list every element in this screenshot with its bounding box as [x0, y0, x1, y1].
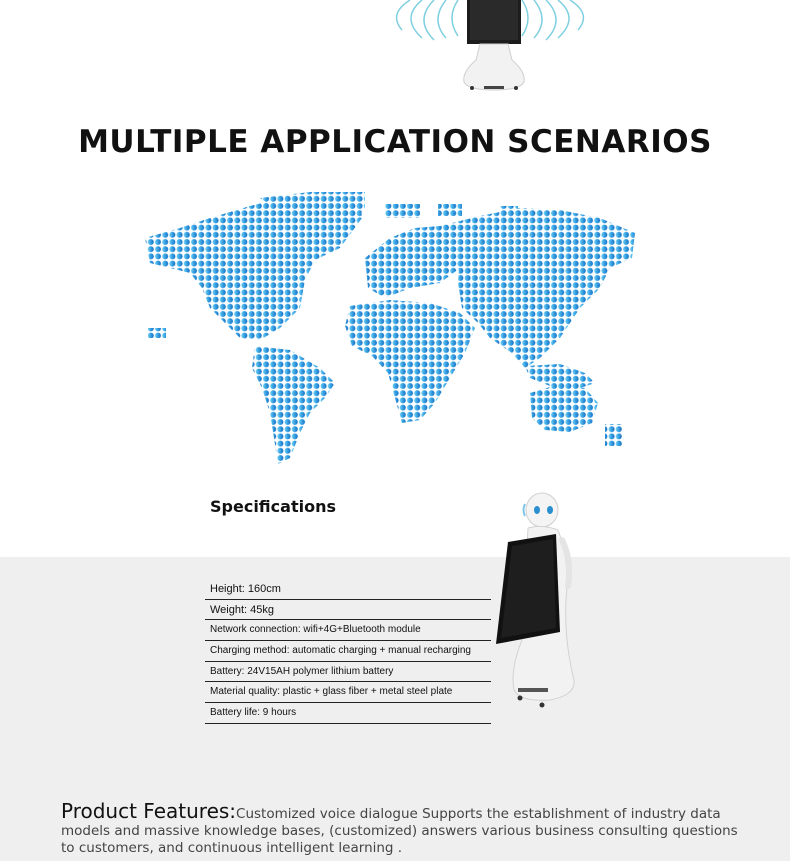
spec-material: Material quality: plastic + glass fiber + metal steel plate: [205, 682, 491, 703]
robot-signal-illustration: [350, 0, 630, 100]
spec-network: Network connection: wifi+4G+Bluetooth module: [205, 620, 491, 641]
product-features-text: Customized voice dialogue Supports the establishment of industry data models and massive knowledge bases, (customized) answers various business consulting questions to customers, and continuous intelligent learning .: [61, 806, 738, 856]
world-map-graphic: [140, 188, 640, 468]
spec-battery: Battery: 24V15AH polymer lithium battery: [205, 662, 491, 683]
spec-battery-life: Battery life: 9 hours: [205, 703, 491, 724]
spec-weight: Weight: 45kg: [205, 600, 491, 621]
product-features: [61, 799, 751, 857]
product-features-heading: Product Features:: [61, 799, 237, 823]
robot-product-image: [490, 490, 590, 710]
page-title: MULTIPLE APPLICATION SCENARIOS: [78, 124, 712, 160]
spec-charging: Charging method: automatic charging + manual recharging: [205, 641, 491, 662]
specifications-list: [205, 579, 491, 724]
specifications-heading: Specifications: [210, 497, 336, 516]
spec-height: Height: 160cm: [205, 579, 491, 600]
